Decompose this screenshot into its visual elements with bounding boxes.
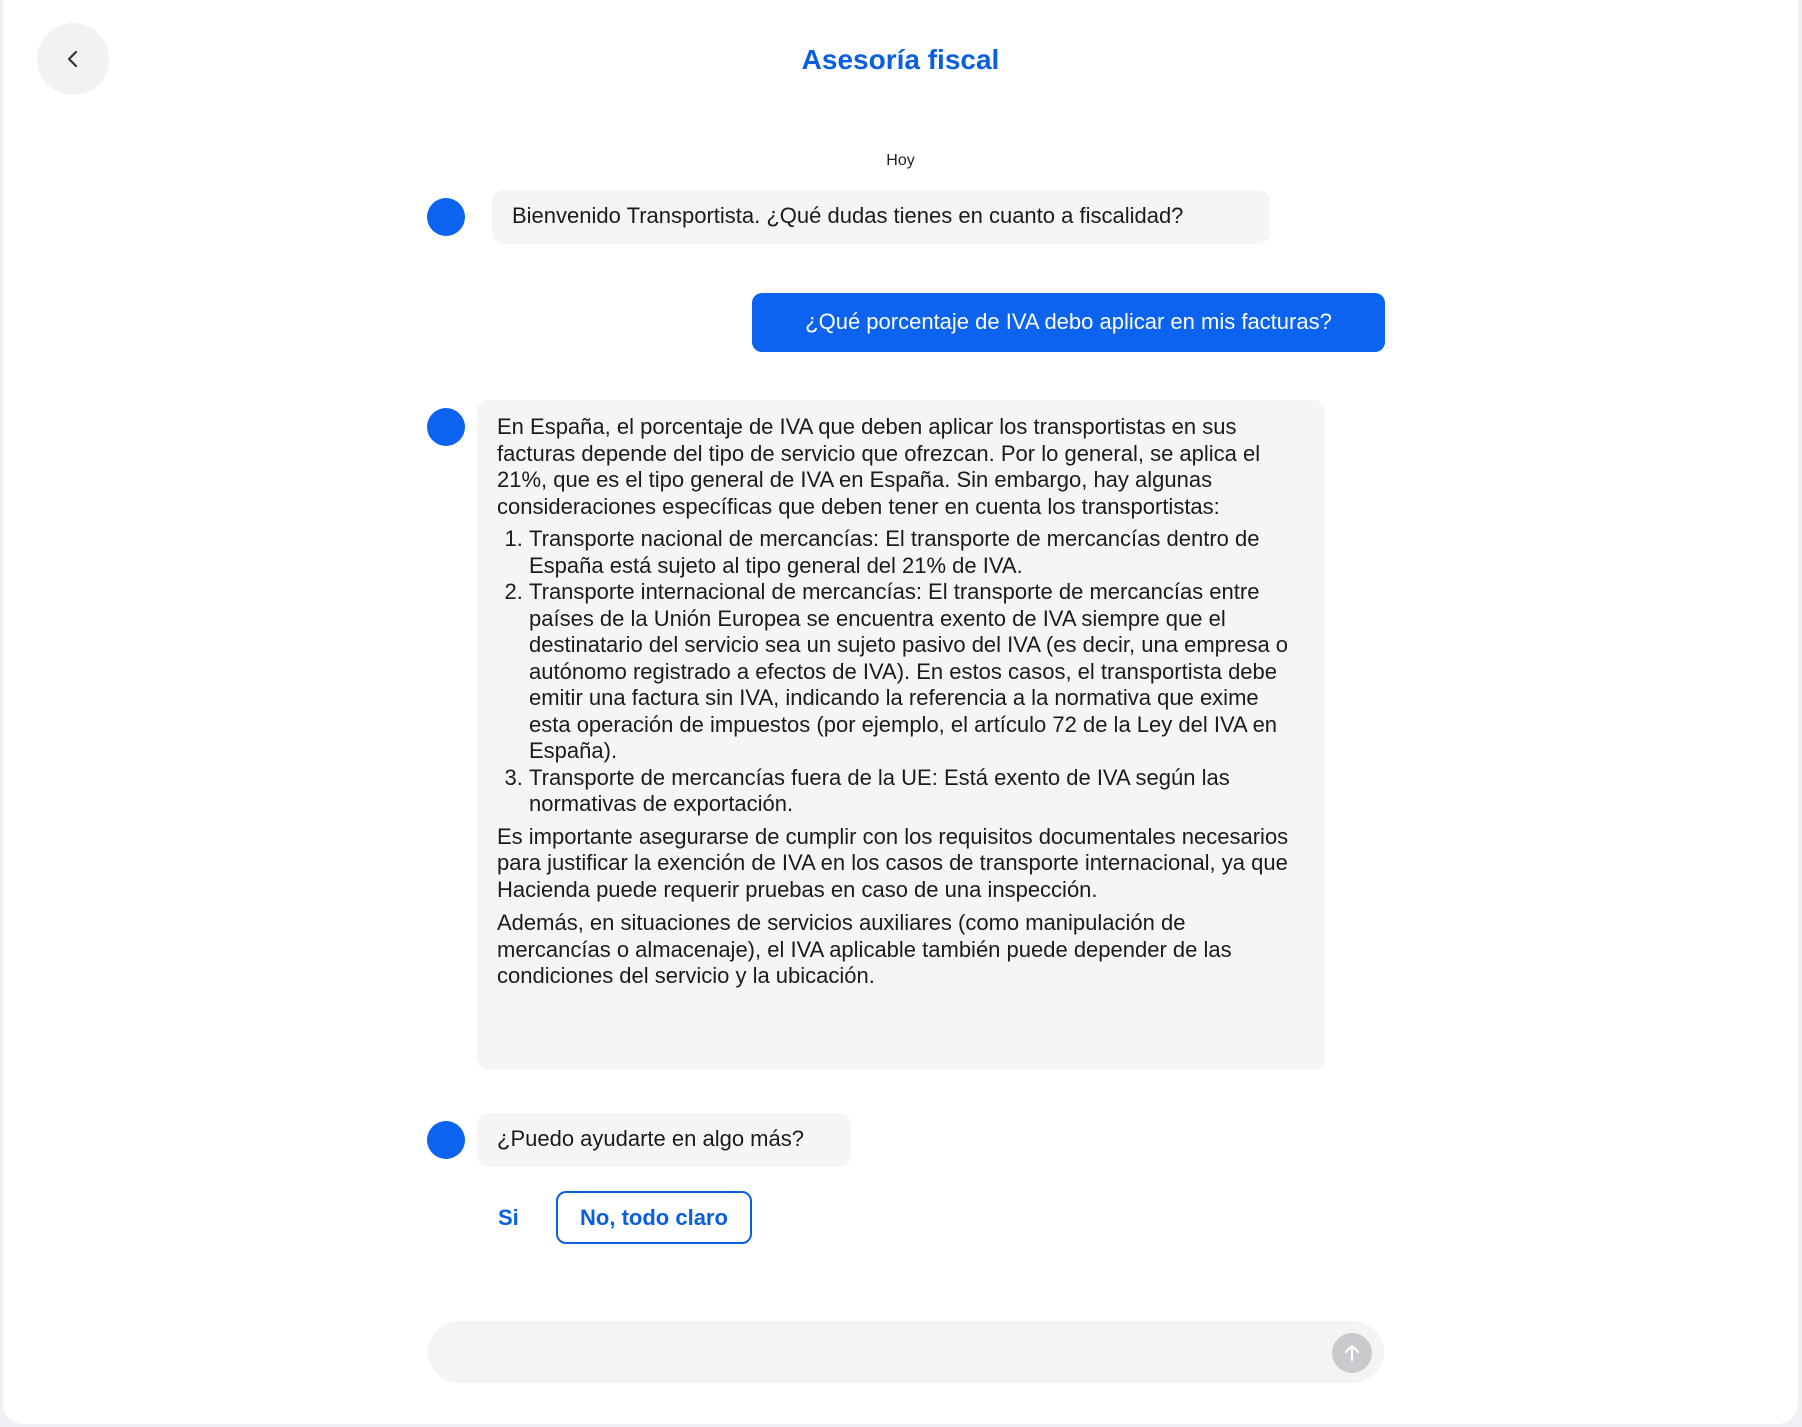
page-title: Asesoría fiscal	[801, 44, 1000, 75]
reply-no-button[interactable]: No, todo claro	[556, 1191, 752, 1244]
assistant-avatar	[427, 408, 465, 446]
chat-window	[3, 0, 1798, 1424]
date-separator: Hoy	[886, 152, 915, 169]
greeting-message	[492, 190, 1270, 244]
message-input[interactable]	[458, 1321, 1302, 1385]
user-message	[752, 293, 1385, 352]
answer-list-item: 3. Transporte de mercancías fuera de la UE: Está exento de IVA según las normativas de exportación.	[529, 765, 1297, 818]
answer-intro: En España, el porcentaje de IVA que deben aplicar los transportistas en sus facturas depende del tipo de servicio que ofrezcan. Por lo general, se aplica el 21%, que es el tipo general de IVA en España. Sin embargo, hay algunas consideraciones específicas que deben tener en cuenta los transportistas:	[497, 414, 1261, 519]
send-button[interactable]	[1332, 1333, 1372, 1373]
assistant-avatar	[427, 1121, 465, 1159]
user-message-text: ¿Qué porcentaje de IVA debo aplicar en mis facturas?	[805, 309, 1332, 334]
answer-list-item: 2. Transporte internacional de mercancías: El transporte de mercancías entre países de la Unión Europea se encuentra exento de IVA siempre que el destinatario del servicio sea un sujeto pasivo del IVA (es decir, una empresa o autónomo registrado a efectos de IVA). En estos casos, el transportista debe emitir una factura sin IVA, indicando la referencia a la normativa que exime esta operación de impuestos (por ejemplo, el artículo 72 de la Ley del IVA en España).	[529, 579, 1297, 765]
arrow-up-icon	[1341, 1342, 1363, 1364]
followup-text: ¿Puedo ayudarte en algo más?	[497, 1126, 804, 1151]
greeting-text: Bienvenido Transportista. ¿Qué dudas tienes en cuanto a fiscalidad?	[512, 203, 1184, 228]
followup-message	[477, 1113, 851, 1167]
answer-paragraph: Además, en situaciones de servicios auxiliares (como manipulación de mercancías o almacenaje), el IVA aplicable también puede depender de las condiciones del servicio y la ubicación.	[497, 910, 1232, 988]
answer-message	[477, 400, 1325, 1070]
message-composer	[428, 1321, 1384, 1383]
answer-list	[497, 526, 1297, 818]
answer-paragraph: Es importante asegurarse de cumplir con los requisitos documentales necesarios para justificar la exención de IVA en los casos de transporte internacional, ya que Hacienda puede requerir pruebas en caso de una inspección.	[497, 823, 1289, 902]
answer-list-item: 1. Transporte nacional de mercancías: El transporte de mercancías dentro de España está sujeto al tipo general del 21% de IVA.	[529, 526, 1297, 579]
reply-yes-button[interactable]: Si	[486, 1192, 531, 1244]
assistant-avatar	[427, 198, 465, 236]
